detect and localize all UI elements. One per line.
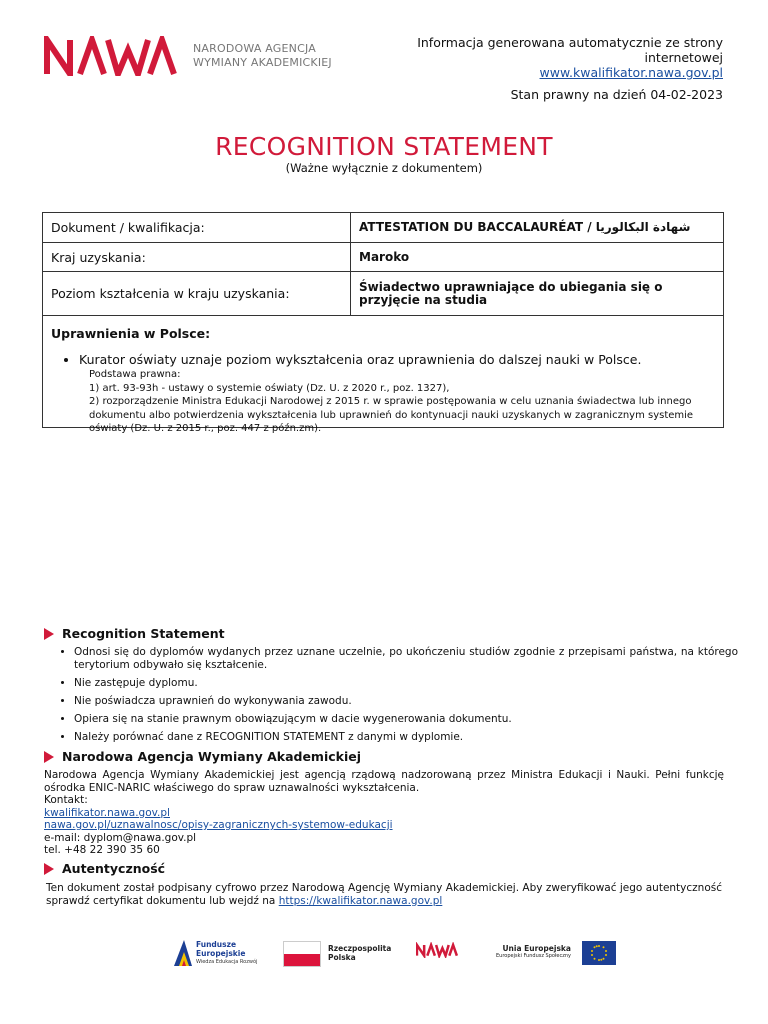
table-row <box>43 213 723 243</box>
auth-text: Ten dokument został podpisany cyfrowo przez Narodową Agencję Wymiany Akademickiej. Aby zweryfikować jego autentyczność sprawdź certyfikat dokumentu lub wejdź na <box>46 882 722 907</box>
list-item: • Opiera się na stanie prawnym obowiązującym w dacie wygenerowania dokumentu. <box>74 713 738 726</box>
contact-email: e-mail: dyplom@nawa.gov.pl <box>44 831 197 844</box>
contact-label: Kontakt: <box>44 794 88 806</box>
page-subtitle: (Ważne wyłącznie z dokumentem) <box>285 161 483 175</box>
page-title: RECOGNITION STATEMENT <box>215 132 553 161</box>
row-label: Poziom kształcenia w kraju uzyskania: <box>43 272 351 315</box>
nawa-section-body <box>44 769 724 857</box>
ue-line1: Unia Europejska <box>502 944 571 953</box>
fe-line2: Europejskie <box>196 948 246 958</box>
table-row <box>43 243 723 272</box>
row-value: Świadectwo uprawniające do ubiegania się o przyjęcie na studia <box>359 279 663 307</box>
auth-section-heading <box>44 861 165 876</box>
auth-heading-text: Autentyczność <box>62 861 166 876</box>
contact-phone: tel. +48 22 390 35 60 <box>44 844 160 856</box>
arrow-right-icon <box>44 863 54 875</box>
info-link[interactable]: www.kwalifikator.nawa.gov.pl <box>539 65 723 80</box>
funding-logos <box>0 932 768 976</box>
permissions-list <box>51 353 715 367</box>
fe-line3: Wiedza Edukacja Rozwój <box>196 959 258 965</box>
auth-section-body <box>46 882 722 907</box>
table-row <box>43 272 723 316</box>
nawa-heading-text: Narodowa Agencja Wymiany Akademickiej <box>62 749 362 764</box>
rs-heading-text: Recognition Statement <box>62 626 225 641</box>
permission-item: • Kurator oświaty uznaje poziom wykształcenia oraz uprawnienia do dalszej nauki w Polsce. <box>79 353 715 367</box>
permissions-cell <box>43 316 723 434</box>
nawa-logo <box>44 36 184 80</box>
qualification-table <box>42 212 724 434</box>
list-item: • Nie poświadcza uprawnień do wykonywania zawodu. <box>74 695 738 708</box>
row-label: Dokument / kwalifikacja: <box>43 213 351 242</box>
arrow-right-icon <box>44 751 54 763</box>
fundusze-europejskie-logo <box>170 938 196 972</box>
nawa-section-heading <box>44 749 361 764</box>
rs-list <box>60 646 738 749</box>
list-item: • Nie zastępuje dyplomu. <box>74 677 738 690</box>
verification-link[interactable]: https://kwalifikator.nawa.gov.pl <box>278 894 443 907</box>
foreign-systems-link[interactable]: nawa.gov.pl/uznawalnosc/opisy-zagranicznych-systemow-edukacji <box>44 819 393 831</box>
fe-line1: Fundusze <box>196 940 237 949</box>
arrow-right-icon <box>44 628 54 640</box>
logo-text-line1: NARODOWA AGENCJA <box>193 42 316 55</box>
nawa-description: Narodowa Agencja Wymiany Akademickiej jest agencją rządową nadzorowaną przez Ministra Edukacji i Nauki. Pełni funkcję ośrodka ENIC-NARIC właściwego do spraw uznawalności wykształcenia. <box>44 769 724 794</box>
kwalifikator-link[interactable]: kwalifikator.nawa.gov.pl <box>44 806 170 819</box>
logo-text-line2: WYMIANY AKADEMICKIEJ <box>193 56 332 69</box>
list-item: • Odnosi się do dyplomów wydanych przez uznane uczelnie, po ukończeniu studiów zgodnie z przepisami państwa, na którego terytorium odbywało się kształcenie. <box>74 646 738 672</box>
list-item: • Należy porównać dane z RECOGNITION STATEMENT z danymi w dyplomie. <box>74 731 738 744</box>
unia-europejska-text <box>496 944 571 959</box>
legal-basis-1: 1) art. 93-93h - ustawy o systemie oświaty (Dz. U. z 2020 r., poz. 1327), <box>89 382 450 394</box>
legal-basis-label: Podstawa prawna: <box>89 369 181 380</box>
rs-section-heading <box>44 626 225 641</box>
row-value: ATTESTATION DU BACCALAURÉAT / شهادة البكالوريا <box>359 220 691 234</box>
ue-line2: Europejski Fundusz Społeczny <box>496 953 571 959</box>
polish-flag-icon <box>283 941 321 967</box>
eu-flag-icon <box>582 941 616 969</box>
legal-basis-2: 2) rozporządzenie Ministra Edukacji Narodowej z 2015 r. w sprawie postępowania w celu uznania świadectwa lub innego dokumentu albo potwierdzenia wykształcenia lub uprawnień do kontynuacji nauki uzyskanych w zagranicznym systemie oświaty (Dz. U. z 2015 r., poz. 447 z późn.zm). <box>89 396 694 434</box>
auto-generated-info <box>393 35 723 80</box>
rp-line1: Rzeczpospolita <box>328 944 392 953</box>
rzeczpospolita-text <box>328 944 391 962</box>
fundusze-text <box>196 941 257 967</box>
nawa-small-logo <box>416 942 460 962</box>
info-text: Informacja generowana automatycznie ze strony internetowej <box>417 35 723 65</box>
logo-wordmark <box>193 42 332 70</box>
row-label: Kraj uzyskania: <box>43 243 351 271</box>
rp-line2: Polska <box>328 953 356 962</box>
permissions-title: Uprawnienia w Polsce: <box>51 326 211 341</box>
row-value: Maroko <box>359 249 410 264</box>
legal-state-date: Stan prawny na dzień 04-02-2023 <box>510 87 723 102</box>
legal-basis <box>89 368 715 436</box>
